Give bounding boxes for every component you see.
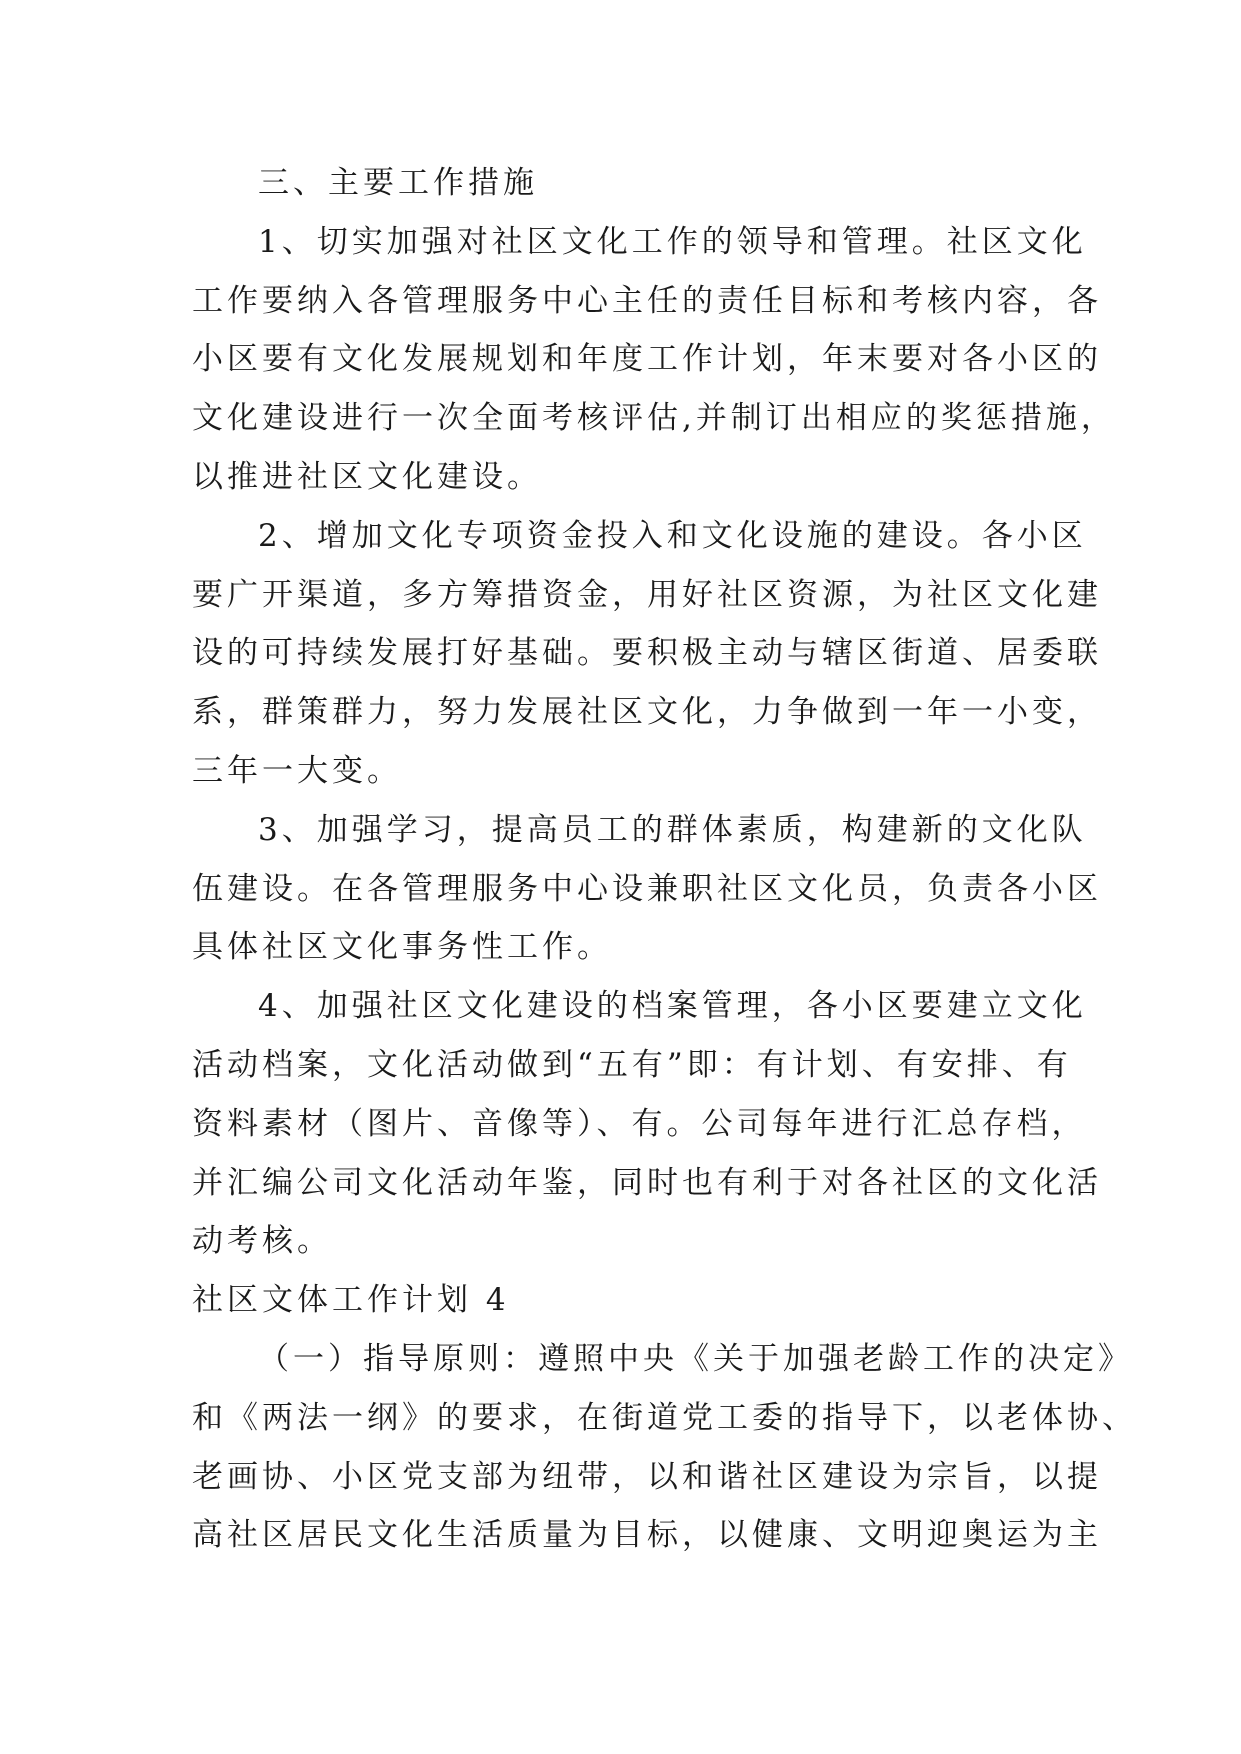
- paragraph-line: 动考核。: [192, 1223, 332, 1260]
- document-page: [192, 154, 1137, 1565]
- paragraph-line: 2、增加文化专项资金投入和文化设施的建设。各小区: [258, 517, 1087, 554]
- paragraph-line: 并汇编公司文化活动年鉴，同时也有利于对各社区的文化活: [192, 1164, 1102, 1201]
- paragraph-line: 要广开渠道，多方筹措资金，用好社区资源，为社区文化建: [192, 576, 1102, 613]
- paragraph-line: 高社区居民文化生活质量为目标，以健康、文明迎奥运为主: [192, 1517, 1102, 1554]
- paragraph-line: 设的可持续发展打好基础。要积极主动与辖区街道、居委联: [192, 635, 1102, 672]
- principle-paragraph: [192, 1330, 1137, 1565]
- paragraph-line: 和《两法一纲》的要求，在街道党工委的指导下，以老体协、: [192, 1399, 1137, 1436]
- paragraph-2: [192, 507, 1102, 801]
- paragraph-line: 资料素材（图片、音像等）、有。公司每年进行汇总存档，: [192, 1105, 1087, 1142]
- paragraph-line: 系，群策群力，努力发展社区文化，力争做到一年一小变，: [192, 694, 1102, 731]
- paragraph-line: 三年一大变。: [192, 752, 402, 789]
- paragraph-1: [192, 213, 1116, 507]
- paragraph-line: （一）指导原则：遵照中央《关于加强老龄工作的决定》: [258, 1340, 1133, 1377]
- paragraph-line: 活动档案，文化活动做到“五有”即：有计划、有安排、有: [192, 1046, 1072, 1083]
- paragraph-line: 小区要有文化发展规划和年度工作计划，年末要对各小区的: [192, 341, 1102, 378]
- plan-title: 社区文体工作计划 4: [192, 1282, 510, 1319]
- paragraph-line: 具体社区文化事务性工作。: [192, 929, 612, 966]
- paragraph-line: 4、加强社区文化建设的档案管理，各小区要建立文化: [258, 988, 1087, 1025]
- section-heading: 三、主要工作措施: [258, 165, 538, 201]
- paragraph-4: [192, 977, 1102, 1271]
- paragraph-line: 老画协、小区党支部为纽带，以和谐社区建设为宗旨，以提: [192, 1458, 1102, 1495]
- paragraph-line: 文化建设进行一次全面考核评估,并制订出相应的奖惩措施，: [192, 400, 1116, 437]
- paragraph-line: 以推进社区文化建设。: [192, 458, 542, 495]
- paragraph-line: 伍建设。在各管理服务中心设兼职社区文化员，负责各小区: [192, 870, 1102, 907]
- paragraph-line: 工作要纳入各管理服务中心主任的责任目标和考核内容，各: [192, 282, 1102, 319]
- paragraph-line: 1、切实加强对社区文化工作的领导和管理。社区文化: [258, 223, 1087, 260]
- paragraph-3: [192, 801, 1102, 977]
- paragraph-line: 3、加强学习，提高员工的群体素质，构建新的文化队: [258, 811, 1087, 848]
